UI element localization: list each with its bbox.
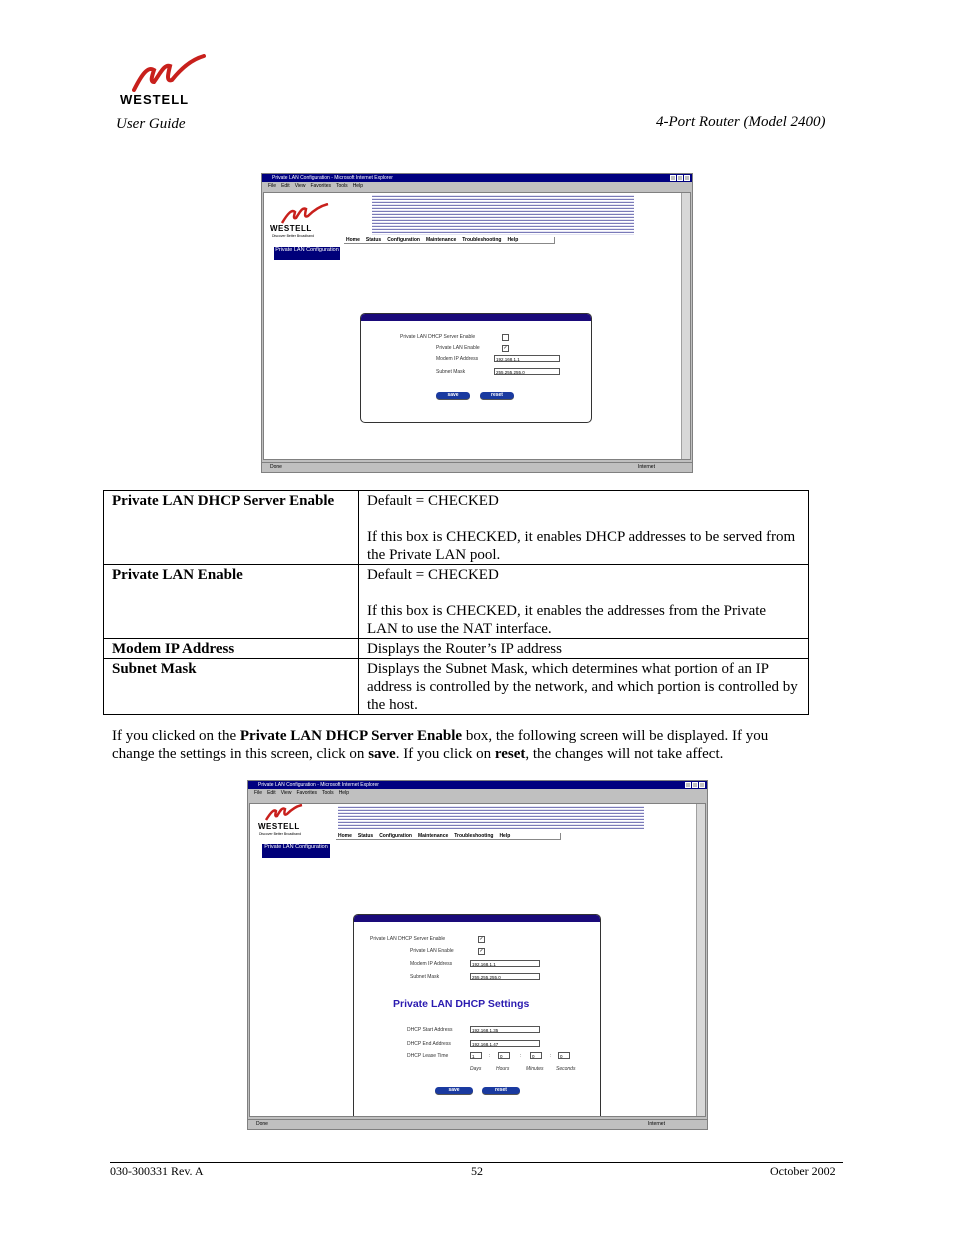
dhcp-start-input[interactable]: 192.168.1.35: [470, 1026, 540, 1033]
row-key: Subnet Mask: [104, 659, 359, 715]
para-bold: Private LAN DHCP Server Enable: [239, 728, 463, 744]
dhcp-enable-label: Private LAN DHCP Server Enable: [370, 936, 446, 942]
nav-maintenance[interactable]: Maintenance: [425, 237, 457, 243]
para-text: . If you click on: [395, 746, 495, 762]
header-left: User Guide: [116, 116, 186, 132]
lan-enable-checkbox[interactable]: ✓: [503, 345, 508, 351]
status-zone: Internet: [638, 464, 655, 470]
close-button[interactable]: [684, 175, 690, 181]
side-button-private-lan[interactable]: Private LAN Configuration: [274, 247, 340, 260]
lease-separator: :: [520, 1053, 522, 1059]
menu-help[interactable]: Help: [338, 790, 349, 796]
subnet-label: Subnet Mask: [436, 369, 466, 375]
lan-enable-label: Private LAN Enable: [436, 345, 480, 351]
row-detail: If this box is CHECKED, it enables DHCP addresses to be served from the Private LAN pool.: [367, 529, 796, 563]
save-button[interactable]: save: [436, 392, 470, 399]
vertical-scrollbar[interactable]: [681, 193, 690, 459]
menu-favorites[interactable]: Favorites: [310, 183, 331, 189]
nav-configuration[interactable]: Configuration: [387, 237, 420, 243]
menu-bar: [248, 789, 707, 797]
side-button-private-lan[interactable]: Private LAN Configuration: [262, 844, 330, 858]
config-panel: [353, 914, 601, 1117]
panel-header: [354, 915, 600, 922]
maximize-button[interactable]: [692, 782, 698, 788]
nav-maintenance[interactable]: Maintenance: [417, 833, 449, 839]
header-stripes: [372, 195, 634, 235]
mini-logo-text: WESTELL: [270, 224, 312, 233]
modem-ip-label: Modem IP Address: [436, 356, 479, 362]
minimize-button[interactable]: [670, 175, 676, 181]
page-content: [249, 803, 706, 1117]
panel-header: [361, 314, 591, 321]
footer-date: October 2002: [770, 1164, 836, 1178]
window-title: Private LAN Configuration - Microsoft Internet Explorer: [258, 782, 379, 788]
dhcp-enable-checkbox[interactable]: [502, 334, 509, 341]
status-zone: Internet: [648, 1121, 665, 1127]
window-title: Private LAN Configuration - Microsoft Internet Explorer: [272, 175, 393, 181]
unit-minutes: Minutes: [526, 1066, 544, 1072]
status-done: Done: [256, 1121, 268, 1127]
row-key: Private LAN Enable: [104, 565, 359, 639]
menu-favorites[interactable]: Favorites: [296, 790, 317, 796]
dhcp-enable-checkbox[interactable]: ✓: [479, 936, 484, 942]
lan-enable-label: Private LAN Enable: [410, 948, 454, 954]
nav-troubleshooting[interactable]: Troubleshooting: [454, 833, 494, 839]
nav-help[interactable]: Help: [507, 237, 519, 243]
page-content: [263, 192, 691, 460]
lease-separator: :: [550, 1053, 552, 1059]
para-bold: reset: [494, 746, 526, 762]
reset-button[interactable]: reset: [480, 392, 514, 399]
nav-underline: [344, 237, 555, 244]
row-value: [359, 565, 809, 639]
nav-troubleshooting[interactable]: Troubleshooting: [462, 237, 502, 243]
lease-hours-input[interactable]: 0: [498, 1052, 510, 1059]
menu-file[interactable]: File: [254, 790, 263, 796]
window-title-bar: [248, 781, 707, 789]
dhcp-end-label: DHCP End Address: [407, 1041, 451, 1047]
footer-page-number: 52: [471, 1164, 483, 1178]
menu-view[interactable]: View: [280, 790, 292, 796]
header-right: 4-Port Router (Model 2400): [656, 114, 826, 130]
lease-separator: :: [489, 1053, 491, 1059]
lan-enable-checkbox[interactable]: ✓: [479, 948, 484, 954]
table-row: [104, 639, 809, 659]
menu-file[interactable]: File: [268, 183, 277, 189]
subnet-label: Subnet Mask: [410, 974, 440, 980]
mini-logo-text: WESTELL: [258, 822, 300, 831]
nav-home[interactable]: Home: [346, 237, 360, 243]
nav-status[interactable]: Status: [365, 237, 382, 243]
settings-description-table: [103, 490, 809, 715]
status-bar: [248, 1119, 707, 1129]
menu-edit[interactable]: Edit: [281, 183, 290, 189]
row-default: Default = CHECKED: [367, 493, 499, 509]
modem-ip-input[interactable]: 192.168.1.1: [494, 355, 560, 362]
vertical-scrollbar[interactable]: [696, 804, 705, 1116]
modem-ip-label: Modem IP Address: [410, 961, 453, 967]
menu-help[interactable]: Help: [352, 183, 363, 189]
para-text: , the changes will not take affect.: [525, 746, 724, 762]
row-value: Displays the Router’s IP address: [359, 639, 809, 659]
footer-doc-number: 030-300331 Rev. A: [110, 1164, 204, 1178]
close-button[interactable]: [699, 782, 705, 788]
lease-time-label: DHCP Lease Time: [407, 1053, 449, 1059]
para-text: box, the following screen will be displayed. If you change the settings in this screen, click on: [112, 728, 769, 762]
unit-days: Days: [470, 1066, 482, 1072]
menu-bar: [262, 182, 692, 190]
menu-edit[interactable]: Edit: [267, 790, 276, 796]
nav-status[interactable]: Status: [357, 833, 374, 839]
row-detail: If this box is CHECKED, it enables the addresses from the Private LAN to use the NAT interface.: [367, 603, 767, 637]
modem-ip-input[interactable]: 192.168.1.1: [470, 960, 540, 967]
unit-hours: Hours: [496, 1066, 510, 1072]
mini-logo-mark: [264, 804, 304, 822]
mini-tagline: Discover Better Broadband: [272, 234, 315, 238]
nav-underline: [336, 833, 561, 840]
nav-home[interactable]: Home: [338, 833, 352, 839]
para-bold: save: [368, 746, 396, 762]
minimize-button[interactable]: [685, 782, 691, 788]
brand-name: WESTELL: [120, 92, 190, 107]
row-default: Default = CHECKED: [367, 567, 499, 583]
para-text: If you clicked on the: [112, 728, 240, 744]
mini-tagline: Discover Better Broadband: [259, 832, 302, 836]
reset-button[interactable]: reset: [482, 1087, 520, 1094]
table-row: [104, 491, 809, 565]
browser-window-2: [247, 780, 708, 1130]
dhcp-end-input[interactable]: 192.168.1.47: [470, 1040, 540, 1047]
row-key: Modem IP Address: [104, 639, 359, 659]
nav-configuration[interactable]: Configuration: [379, 833, 412, 839]
table-row: [104, 565, 809, 639]
row-value: Displays the Subnet Mask, which determines what portion of an IP address is controlled by the network, and which portion is controlled by the host.: [359, 659, 809, 715]
dhcp-start-label: DHCP Start Address: [407, 1027, 453, 1033]
unit-seconds: Seconds: [556, 1066, 576, 1072]
instruction-paragraph: [112, 727, 812, 763]
row-key: Private LAN DHCP Server Enable: [104, 491, 359, 565]
status-bar: [262, 462, 692, 472]
header-stripes: [338, 806, 644, 830]
lease-minutes-input[interactable]: 0: [530, 1052, 542, 1059]
westell-logo-mark: [132, 54, 206, 94]
subnet-input[interactable]: 255.255.255.0: [494, 368, 560, 375]
menu-view[interactable]: View: [294, 183, 306, 189]
table-row: [104, 659, 809, 715]
save-button[interactable]: save: [435, 1087, 473, 1094]
menu-tools[interactable]: Tools: [336, 183, 348, 189]
menu-tools[interactable]: Tools: [322, 790, 334, 796]
lease-seconds-input[interactable]: 0: [558, 1052, 570, 1059]
dhcp-enable-label: Private LAN DHCP Server Enable: [400, 334, 476, 340]
dhcp-settings-title: Private LAN DHCP Settings: [393, 998, 530, 1010]
mini-logo-mark: [280, 203, 330, 225]
status-done: Done: [270, 464, 282, 470]
window-title-bar: [262, 174, 692, 182]
lease-days-input[interactable]: 1: [470, 1052, 482, 1059]
nav-help[interactable]: Help: [499, 833, 511, 839]
maximize-button[interactable]: [677, 175, 683, 181]
footer-rule: [110, 1162, 843, 1163]
subnet-input[interactable]: 255.255.255.0: [470, 973, 540, 980]
browser-window-1: [261, 173, 693, 473]
row-value: [359, 491, 809, 565]
